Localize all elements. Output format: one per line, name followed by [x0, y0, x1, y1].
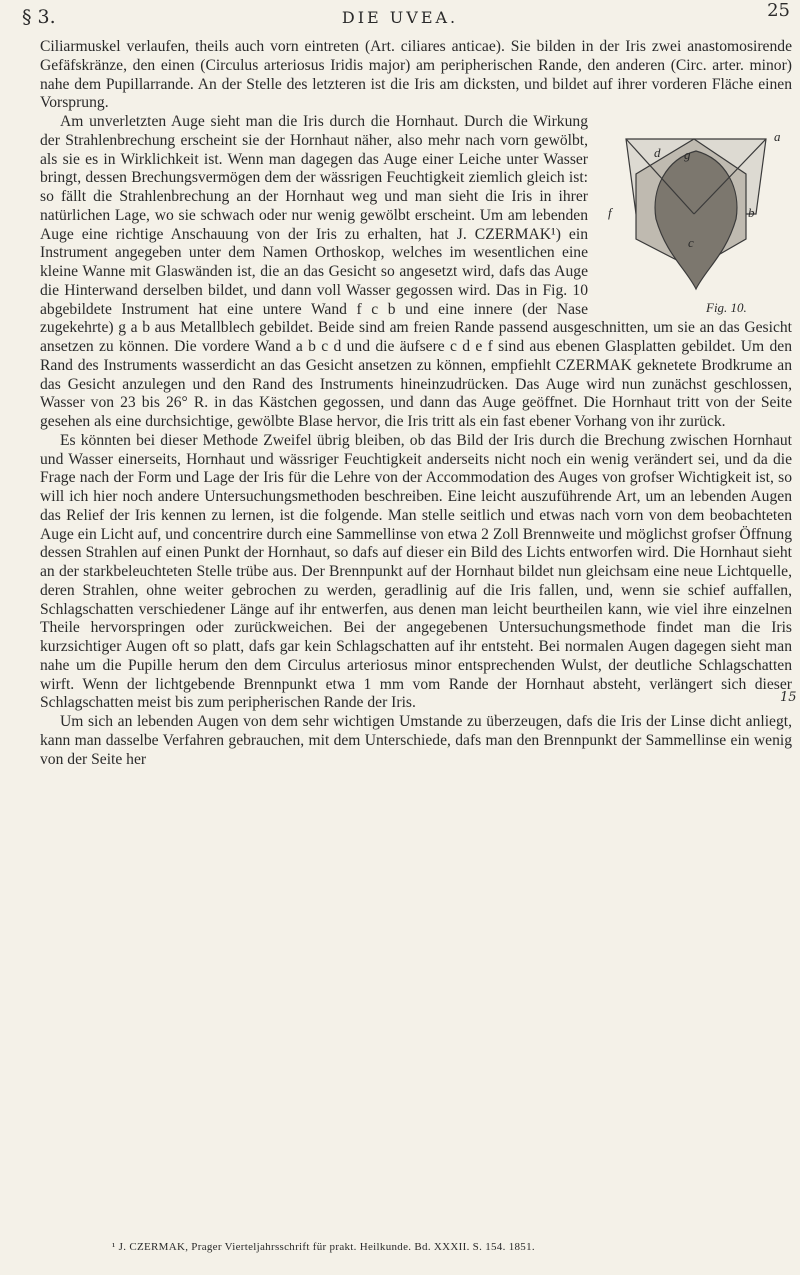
orthoskop-illustration	[596, 119, 792, 315]
figure-label: a	[774, 129, 781, 144]
running-title: DIE UVEA.	[341, 8, 459, 27]
figure-label: c	[688, 235, 694, 250]
section-number: § 3.	[22, 6, 56, 28]
footnote: ¹ J. CZERMAK, Prager Vierteljahrsschrift für prakt. Heilkunde. Bd. XXXII. S. 154. 1851.	[112, 1241, 535, 1253]
paragraph: Ciliarmuskel verlaufen, theils auch vorn eintreten (Art. ciliares anticae). Sie bilden in der Iris zwei anastomosirende Gefäfskränze, den einen (Circulus arteriosus Iridis major) am peripherischen Rande, den anderen (Circ. arter. minor) nahe dem Pupillarrande. An der Stelle des letzteren ist die Iris am dicksten, und bildet auf ihrer vorderen Fläche einen Vorsprung.	[40, 38, 792, 112]
paragraph: Es könnten bei dieser Methode Zweifel übrig bleiben, ob das Bild der Iris durch die Brechung zwischen Hornhaut und Wasser einerseits, Hornhaut und wässriger Feuchtigkeit anderseits nicht noch ein wenig verändert sei, und da die Frage nach der Form und Lage der Iris für die Lehre von der Accommodation des Auges von grofser Wichtigkeit ist, so will ich hier noch andere Untersuchungsmethoden beschreiben. Eine leicht auszuführende Art, um an lebenden Augen das Relief der Iris kennen zu lernen, ist die folgende. Man stelle seitlich und etwas nach vorn von dem beobachteten Auge ein Licht auf, und concentrire durch eine Sammellinse von etwa 2 Zoll Brennweite und möglichst grofser Öffnung dessen Strahlen auf einen Punkt der Hornhaut, so dafs auf dieser ein Bild des Lichts entworfen wird. Die Hornhaut sieht an der starkbeleuchteten Stelle trübe aus. Der Brennpunkt auf der Hornhaut bildet nun gleichsam eine neue Lichtquelle, deren Strahlen, ohne weiter gebrochen zu werden, geradlinig auf die Iris fallen, und, wenn sie schief auffallen, Schlagschatten verschiedener Länge auf ihr entwerfen, aus denen man leicht beurtheilen kann, wie viel ihre einzelnen Theile hervorspringen oder zurückweichen. Bei der angegebenen Untersuchungsmethode findet man die Iris kurzsichtiger Augen oft so platt, dafs gar kein Schlagschatten auf ihr entsteht. Bei normalen Augen dagegen sieht man nahe um die Pupille herum den dem Circulus arteriosus minor entsprechenden Wulst, der deutliche Schlagschatten wirft. Wenn der lichtgebende Brennpunkt etwa 1 mm vom Rande der Hornhaut absteht, verlängert sich dieser Schlagschatten meist bis zum peripherischen Rande der Iris.	[40, 431, 792, 712]
figure-label: d	[654, 145, 661, 160]
page-number: 25	[767, 0, 790, 21]
figure-10	[596, 119, 792, 315]
figure-label: g	[684, 147, 691, 162]
figure-label: b	[748, 205, 755, 220]
paragraph: Am unverletzten Auge sieht man die Iris durch die Hornhaut. Durch die Wirkung der Strahlenbrechung erscheint sie der Hornhaut näher, also mehr nach vorn gewölbt, als sie es in Wirklichkeit ist. Wenn man dagegen das Auge einer Leiche unter Wasser bringt, dessen Brechungsvermögen dem der wässrigen Feuchtigkeit ziemlich gleich ist: so fällt die Strahlenbrechung an der Hornhaut weg und man sieht die Iris in ihrer natürlichen Lage, wo sie schwach oder nur wenig gewölbt erscheint. Um am lebenden Auge eine richtige Anschauung von der Iris zu erhalten, hat J. CZERMAK¹) ein Instrument angegeben unter dem Namen Orthoskop, welches im wesentlichen eine kleine Wanne mit Glaswänden ist, die an das Gesicht so angesetzt wird, dafs das Auge die Hinterwand derselben bildet, und dann voll Wasser gegossen wird. Das in Fig. 10 abgebildete Instrument hat eine untere Wand f c b und eine innere (der Nase zugekehrte) g a b aus Metallblech gebildet. Beide sind am freien Rande passend ausgeschnitten, um sie an das Gesicht ansetzen zu können. Die vordere Wand a b c d und die äufsere c d e f sind aus ebenen Glasplatten gebildet. Um den Rand des Instruments wasserdicht an das Gesicht ansetzen zu können, empfiehlt CZERMAK geknetete Brodkrume an das Gesicht anzulegen und den Rand des Instruments hineinzudrücken. Das Auge wird nun zunächst geschlossen, Wasser von 23 bis 26° R. in das Kästchen gegossen, und dann das Auge geöffnet. Die Hornhaut tritt von der Seite gesehen als eine durchsichtige, gewölbte Blase hervor, die Iris tritt als ein fast ebener Vorhang von ihr zurück.	[40, 113, 792, 430]
paragraph: Um sich an lebenden Augen von dem sehr wichtigen Umstande zu überzeugen, dafs die Iris der Linse dicht anliegt, kann man dasselbe Verfahren gebrauchen, mit dem Unterschiede, dafs man den Brennpunkt der Sammellinse ein wenig von der Seite her	[40, 713, 792, 768]
body-text	[40, 38, 792, 769]
figure-caption: Fig. 10.	[706, 300, 747, 315]
figure-label: f	[608, 205, 612, 220]
margin-line-number: 15	[780, 690, 797, 705]
